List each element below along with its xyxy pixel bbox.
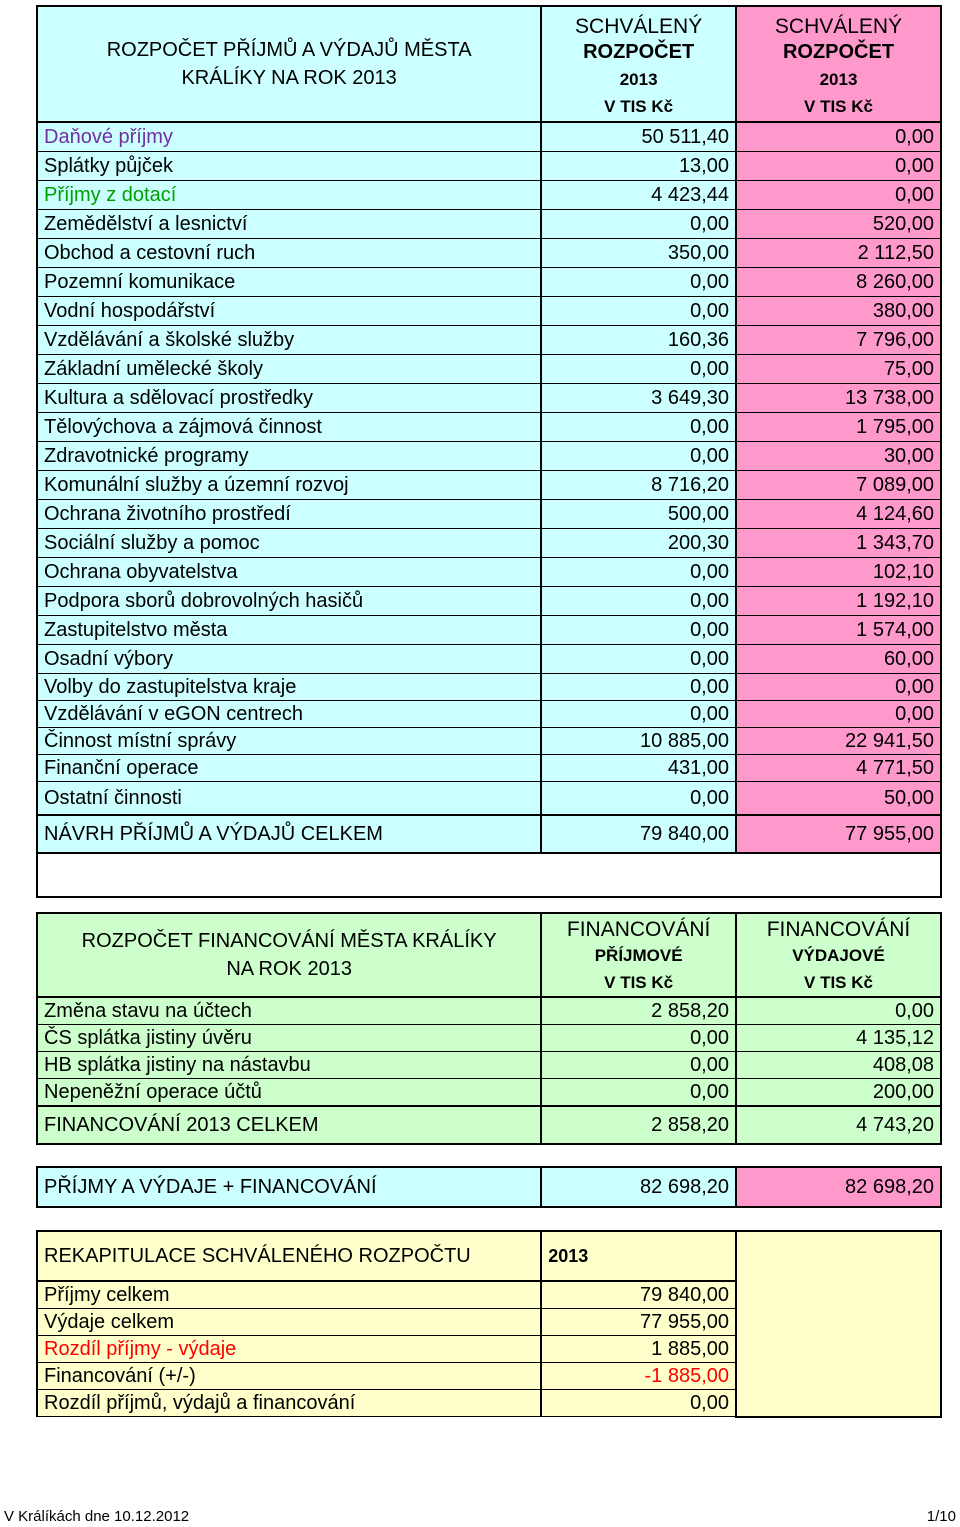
financing-row-expense: 0,00 bbox=[736, 997, 941, 1025]
financing-row-income: 0,00 bbox=[541, 1052, 736, 1079]
budget-row bbox=[37, 268, 941, 297]
budget-row bbox=[37, 755, 941, 782]
budget-row bbox=[37, 500, 941, 529]
budget-row-approved: 0,00 bbox=[541, 297, 736, 326]
financing-row-income: 0,00 bbox=[541, 1079, 736, 1107]
financing-total-row bbox=[37, 1106, 941, 1144]
financing-title-line1: ROZPOČET FINANCOVÁNÍ MĚSTA KRÁLÍKY bbox=[81, 930, 497, 952]
budget-row-approved: 160,36 bbox=[541, 326, 736, 355]
budget-row bbox=[37, 210, 941, 239]
budget-row-approved-exp: 1 574,00 bbox=[736, 616, 941, 645]
budget-row-approved-exp: 102,10 bbox=[736, 558, 941, 587]
budget-row-approved: 4 423,44 bbox=[541, 181, 736, 210]
budget-row-label: Podpora sborů dobrovolných hasičů bbox=[37, 587, 541, 616]
financing-total-b: 4 743,20 bbox=[736, 1106, 941, 1144]
financing-total-label: FINANCOVÁNÍ 2013 CELKEM bbox=[37, 1106, 541, 1144]
budget-row-approved-exp: 0,00 bbox=[736, 181, 941, 210]
recap-header-row bbox=[37, 1231, 941, 1281]
budget-row bbox=[37, 674, 941, 701]
budget-row-approved-exp: 60,00 bbox=[736, 645, 941, 674]
budget-row-approved: 10 885,00 bbox=[541, 728, 736, 755]
budget-row-label: Komunální služby a územní rozvoj bbox=[37, 471, 541, 500]
financing-row-expense: 200,00 bbox=[736, 1079, 941, 1107]
budget-row-approved-exp: 1 192,10 bbox=[736, 587, 941, 616]
budget-row bbox=[37, 297, 941, 326]
budget-row-approved-exp: 22 941,50 bbox=[736, 728, 941, 755]
budget-row bbox=[37, 239, 941, 268]
grand-total-a: 82 698,20 bbox=[541, 1167, 736, 1207]
budget-row-approved: 0,00 bbox=[541, 645, 736, 674]
financing-col1-header bbox=[541, 913, 736, 997]
budget-row-label: Zdravotnické programy bbox=[37, 442, 541, 471]
recap-row-label: Rozdíl příjmů, výdajů a financování bbox=[37, 1390, 541, 1417]
budget-row-approved: 0,00 bbox=[541, 616, 736, 645]
grand-total-label: PŘÍJMY A VÝDAJE + FINANCOVÁNÍ bbox=[37, 1167, 541, 1207]
financing-row bbox=[37, 1052, 941, 1079]
budget-row-approved: 0,00 bbox=[541, 442, 736, 471]
budget-header-row bbox=[37, 6, 941, 122]
budget-row-label: Vodní hospodářství bbox=[37, 297, 541, 326]
budget-row bbox=[37, 413, 941, 442]
financing-row bbox=[37, 997, 941, 1025]
budget-row-label: Osadní výbory bbox=[37, 645, 541, 674]
budget-total-row bbox=[37, 815, 941, 853]
budget-row-approved-exp: 50,00 bbox=[736, 782, 941, 816]
recap-row-label: Rozdíl příjmy - výdaje bbox=[37, 1336, 541, 1363]
budget-row-label: Zemědělství a lesnictví bbox=[37, 210, 541, 239]
financing-title-line2: NA ROK 2013 bbox=[226, 958, 352, 980]
budget-row-approved: 0,00 bbox=[541, 587, 736, 616]
budget-total-label: NÁVRH PŘÍJMŮ A VÝDAJŮ CELKEM bbox=[37, 815, 541, 853]
fin-col2-l1: FINANCOVÁNÍ bbox=[766, 918, 911, 941]
budget-row-approved-exp: 0,00 bbox=[736, 701, 941, 728]
budget-row-approved: 8 716,20 bbox=[541, 471, 736, 500]
budget-row-label: Vzdělávání v eGON centrech bbox=[37, 701, 541, 728]
budget-row-approved: 0,00 bbox=[541, 701, 736, 728]
budget-title-line2: KRÁLÍKY NA ROK 2013 bbox=[181, 67, 397, 89]
budget-row-label: Příjmy z dotací bbox=[37, 181, 541, 210]
budget-row-approved: 0,00 bbox=[541, 210, 736, 239]
budget-row-label: Tělovýchova a zájmová činnost bbox=[37, 413, 541, 442]
financing-row-expense: 4 135,12 bbox=[736, 1025, 941, 1052]
budget-row bbox=[37, 587, 941, 616]
col2-header-l4: V TIS Kč bbox=[804, 97, 873, 116]
budget-row-label: Daňové příjmy bbox=[37, 122, 541, 152]
budget-row-label: Sociální služby a pomoc bbox=[37, 529, 541, 558]
financing-table bbox=[36, 912, 942, 1145]
budget-row bbox=[37, 326, 941, 355]
budget-row-approved: 500,00 bbox=[541, 500, 736, 529]
recap-row-label: Příjmy celkem bbox=[37, 1281, 541, 1309]
budget-row-label: Pozemní komunikace bbox=[37, 268, 541, 297]
recap-row-label: Výdaje celkem bbox=[37, 1309, 541, 1336]
budget-total-a: 79 840,00 bbox=[541, 815, 736, 853]
footer-page: 1/10 bbox=[926, 1508, 956, 1525]
budget-row-approved: 0,00 bbox=[541, 558, 736, 587]
financing-row-label: ČS splátka jistiny úvěru bbox=[37, 1025, 541, 1052]
budget-row bbox=[37, 701, 941, 728]
financing-row-label: Změna stavu na účtech bbox=[37, 997, 541, 1025]
budget-row-approved-exp: 8 260,00 bbox=[736, 268, 941, 297]
budget-row bbox=[37, 645, 941, 674]
recap-row-value: 77 955,00 bbox=[541, 1309, 736, 1336]
budget-row-approved: 350,00 bbox=[541, 239, 736, 268]
budget-row bbox=[37, 442, 941, 471]
financing-title bbox=[37, 913, 541, 997]
budget-table bbox=[36, 5, 942, 898]
budget-row-approved: 0,00 bbox=[541, 782, 736, 816]
col1-header-l3: 2013 bbox=[619, 70, 658, 89]
budget-row-approved-exp: 1 795,00 bbox=[736, 413, 941, 442]
budget-row-label: Ochrana obyvatelstva bbox=[37, 558, 541, 587]
fin-col2-l3: V TIS Kč bbox=[804, 973, 873, 992]
financing-row-expense: 408,08 bbox=[736, 1052, 941, 1079]
financing-col2-header bbox=[736, 913, 941, 997]
recap-row-value: 1 885,00 bbox=[541, 1336, 736, 1363]
budget-row bbox=[37, 616, 941, 645]
budget-row-label: Činnost místní správy bbox=[37, 728, 541, 755]
budget-row-approved: 0,00 bbox=[541, 268, 736, 297]
budget-row-approved: 13,00 bbox=[541, 152, 736, 181]
financing-row-label: Nepeněžní operace účtů bbox=[37, 1079, 541, 1107]
recap-table bbox=[36, 1230, 942, 1418]
financing-row-income: 2 858,20 bbox=[541, 997, 736, 1025]
budget-total-b: 77 955,00 bbox=[736, 815, 941, 853]
budget-row-approved-exp: 0,00 bbox=[736, 674, 941, 701]
budget-row-label: Základní umělecké školy bbox=[37, 355, 541, 384]
budget-row bbox=[37, 181, 941, 210]
budget-row bbox=[37, 558, 941, 587]
fin-col1-l3: V TIS Kč bbox=[604, 973, 674, 992]
budget-row-approved-exp: 13 738,00 bbox=[736, 384, 941, 413]
recap-year: 2013 bbox=[541, 1231, 736, 1281]
recap-row-value: 0,00 bbox=[541, 1390, 736, 1417]
budget-row-approved-exp: 1 343,70 bbox=[736, 529, 941, 558]
financing-row bbox=[37, 1025, 941, 1052]
col2-header-l2: ROZPOČET bbox=[782, 41, 895, 63]
col1-header-l1: SCHVÁLENÝ bbox=[575, 15, 703, 38]
fin-col1-l2: PŘÍJMOVÉ bbox=[594, 946, 683, 965]
budget-row-approved-exp: 0,00 bbox=[736, 152, 941, 181]
budget-row-approved: 3 649,30 bbox=[541, 384, 736, 413]
recap-row-value: -1 885,00 bbox=[541, 1363, 736, 1390]
budget-row-label: Zastupitelstvo města bbox=[37, 616, 541, 645]
budget-row-label: Finanční operace bbox=[37, 755, 541, 782]
financing-row-label: HB splátka jistiny na nástavbu bbox=[37, 1052, 541, 1079]
budget-row-approved: 431,00 bbox=[541, 755, 736, 782]
budget-row-label: Vzdělávání a školské služby bbox=[37, 326, 541, 355]
grand-total-table bbox=[36, 1166, 942, 1208]
budget-row-label: Ostatní činnosti bbox=[37, 782, 541, 816]
budget-row-approved-exp: 4 124,60 bbox=[736, 500, 941, 529]
financing-row-income: 0,00 bbox=[541, 1025, 736, 1052]
recap-row-label: Financování (+/-) bbox=[37, 1363, 541, 1390]
budget-row-label: Kultura a sdělovací prostředky bbox=[37, 384, 541, 413]
budget-row-approved: 0,00 bbox=[541, 355, 736, 384]
financing-total-a: 2 858,20 bbox=[541, 1106, 736, 1144]
footer-date: V Králíkách dne 10.12.2012 bbox=[4, 1508, 190, 1525]
grand-total-b: 82 698,20 bbox=[736, 1167, 941, 1207]
budget-row-approved: 200,30 bbox=[541, 529, 736, 558]
budget-row-label: Obchod a cestovní ruch bbox=[37, 239, 541, 268]
recap-side-cell bbox=[736, 1231, 941, 1417]
budget-row bbox=[37, 384, 941, 413]
budget-row bbox=[37, 355, 941, 384]
budget-row-approved-exp: 7 796,00 bbox=[736, 326, 941, 355]
col1-header-l2: ROZPOČET bbox=[583, 41, 695, 63]
grand-total-row bbox=[37, 1167, 941, 1207]
financing-row bbox=[37, 1079, 941, 1107]
budget-row-approved: 0,00 bbox=[541, 674, 736, 701]
budget-row-approved-exp: 75,00 bbox=[736, 355, 941, 384]
budget-row-approved-exp: 520,00 bbox=[736, 210, 941, 239]
budget-row bbox=[37, 152, 941, 181]
budget-row-label: Ochrana životního prostředí bbox=[37, 500, 541, 529]
budget-row-approved-exp: 380,00 bbox=[736, 297, 941, 326]
financing-header-row bbox=[37, 913, 941, 997]
budget-row bbox=[37, 471, 941, 500]
budget-row bbox=[37, 782, 941, 816]
spacer-cell bbox=[37, 853, 941, 897]
budget-row-label: Volby do zastupitelstva kraje bbox=[37, 674, 541, 701]
budget-row-approved-exp: 0,00 bbox=[736, 122, 941, 152]
budget-row bbox=[37, 122, 941, 152]
recap-row-value: 79 840,00 bbox=[541, 1281, 736, 1309]
budget-row-approved: 50 511,40 bbox=[541, 122, 736, 152]
budget-col2-header bbox=[736, 6, 941, 122]
budget-row bbox=[37, 728, 941, 755]
budget-row bbox=[37, 529, 941, 558]
budget-row-approved: 0,00 bbox=[541, 413, 736, 442]
budget-row-approved-exp: 2 112,50 bbox=[736, 239, 941, 268]
budget-title bbox=[37, 6, 541, 122]
budget-col1-header bbox=[541, 6, 736, 122]
spacer-row bbox=[37, 853, 941, 897]
budget-row-label: Splátky půjček bbox=[37, 152, 541, 181]
budget-title-line1: ROZPOČET PŘÍJMŮ A VÝDAJŮ MĚSTA bbox=[106, 39, 472, 61]
budget-row-approved-exp: 30,00 bbox=[736, 442, 941, 471]
col1-header-l4: V TIS Kč bbox=[604, 97, 674, 116]
budget-row-approved-exp: 4 771,50 bbox=[736, 755, 941, 782]
col2-header-l3: 2013 bbox=[819, 70, 858, 89]
col2-header-l1: SCHVÁLENÝ bbox=[774, 15, 903, 38]
fin-col2-l2: VÝDAJOVÉ bbox=[792, 946, 885, 965]
budget-row-approved-exp: 7 089,00 bbox=[736, 471, 941, 500]
recap-title: REKAPITULACE SCHVÁLENÉHO ROZPOČTU bbox=[37, 1231, 541, 1281]
fin-col1-l1: FINANCOVÁNÍ bbox=[566, 918, 711, 941]
